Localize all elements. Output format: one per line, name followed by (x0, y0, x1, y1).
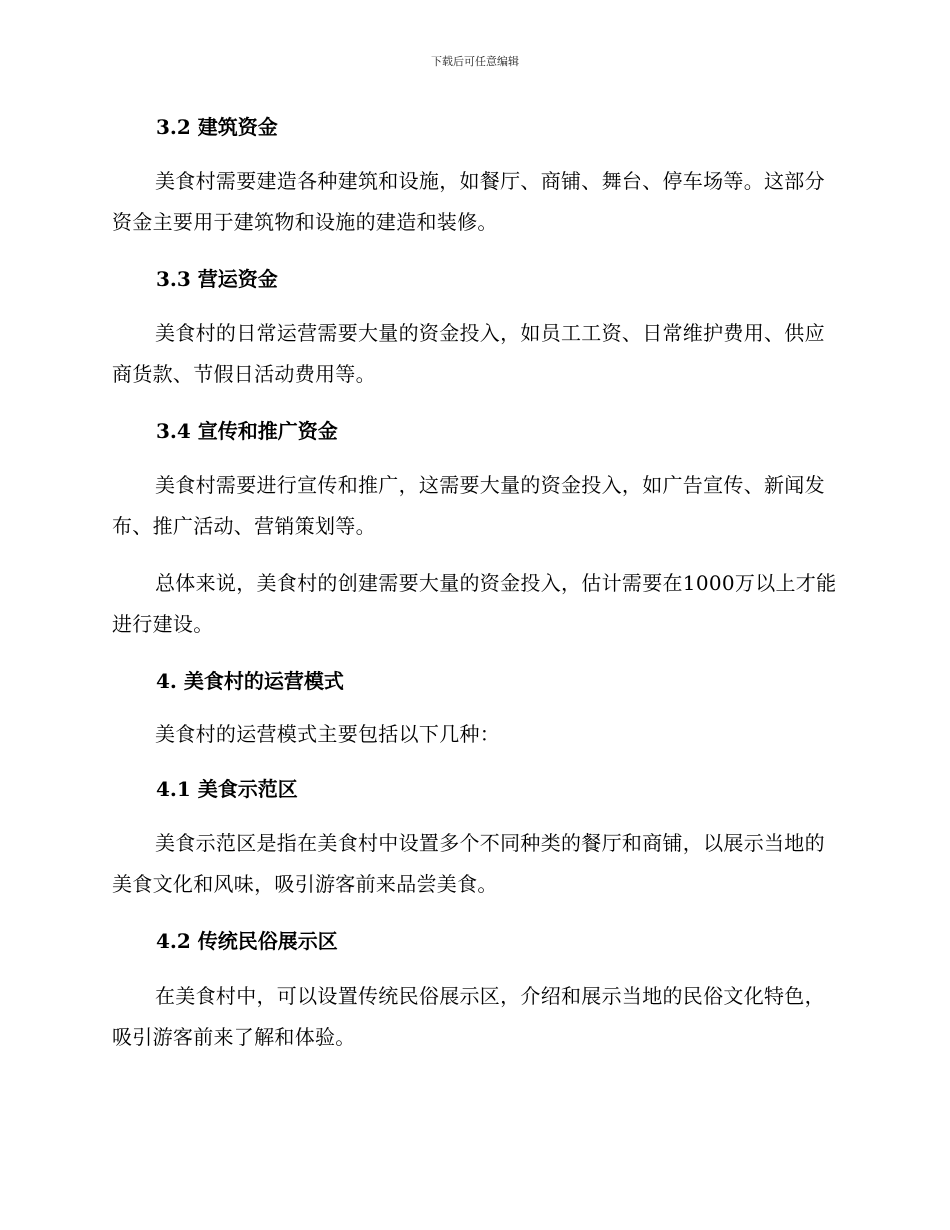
page-header: 下载后可任意编辑 (431, 55, 519, 68)
paragraph-4-intro: 美食村的运营模式主要包括以下几种： (155, 722, 501, 746)
section-heading-4-2: 4.2 传统民俗展示区 (156, 929, 338, 953)
section-heading-3-2: 3.2 建筑资金 (156, 115, 278, 139)
paragraph-4-2: 在美食村中，可以设置传统民俗展示区，介绍和展示当地的民俗文化特色，吸引游客前来了解和体验。 (112, 984, 825, 1049)
paragraph-3-4: 美食村需要进行宣传和推广，这需要大量的资金投入，如广告宣传、新闻发布、推广活动、营销策划等。 (112, 473, 825, 538)
paragraph-summary: 总体来说，美食村的创建需要大量的资金投入，估计需要在1000万以上才能进行建设。 (112, 571, 837, 636)
paragraph-4-1: 美食示范区是指在美食村中设置多个不同种类的餐厅和商铺，以展示当地的美食文化和风味，吸引游客前来品尝美食。 (112, 831, 825, 896)
section-heading-4-1: 4.1 美食示范区 (156, 777, 298, 801)
section-heading-4: 4. 美食村的运营模式 (156, 669, 344, 693)
paragraph-3-3: 美食村的日常运营需要大量的资金投入，如员工工资、日常维护费用、供应商货款、节假日活动费用等。 (112, 321, 825, 386)
paragraph-3-2: 美食村需要建造各种建筑和设施，如餐厅、商铺、舞台、停车场等。这部分资金主要用于建筑物和设施的建造和装修。 (112, 169, 825, 234)
section-heading-3-3: 3.3 营运资金 (156, 267, 278, 291)
section-heading-3-4: 3.4 宣传和推广资金 (156, 419, 338, 443)
